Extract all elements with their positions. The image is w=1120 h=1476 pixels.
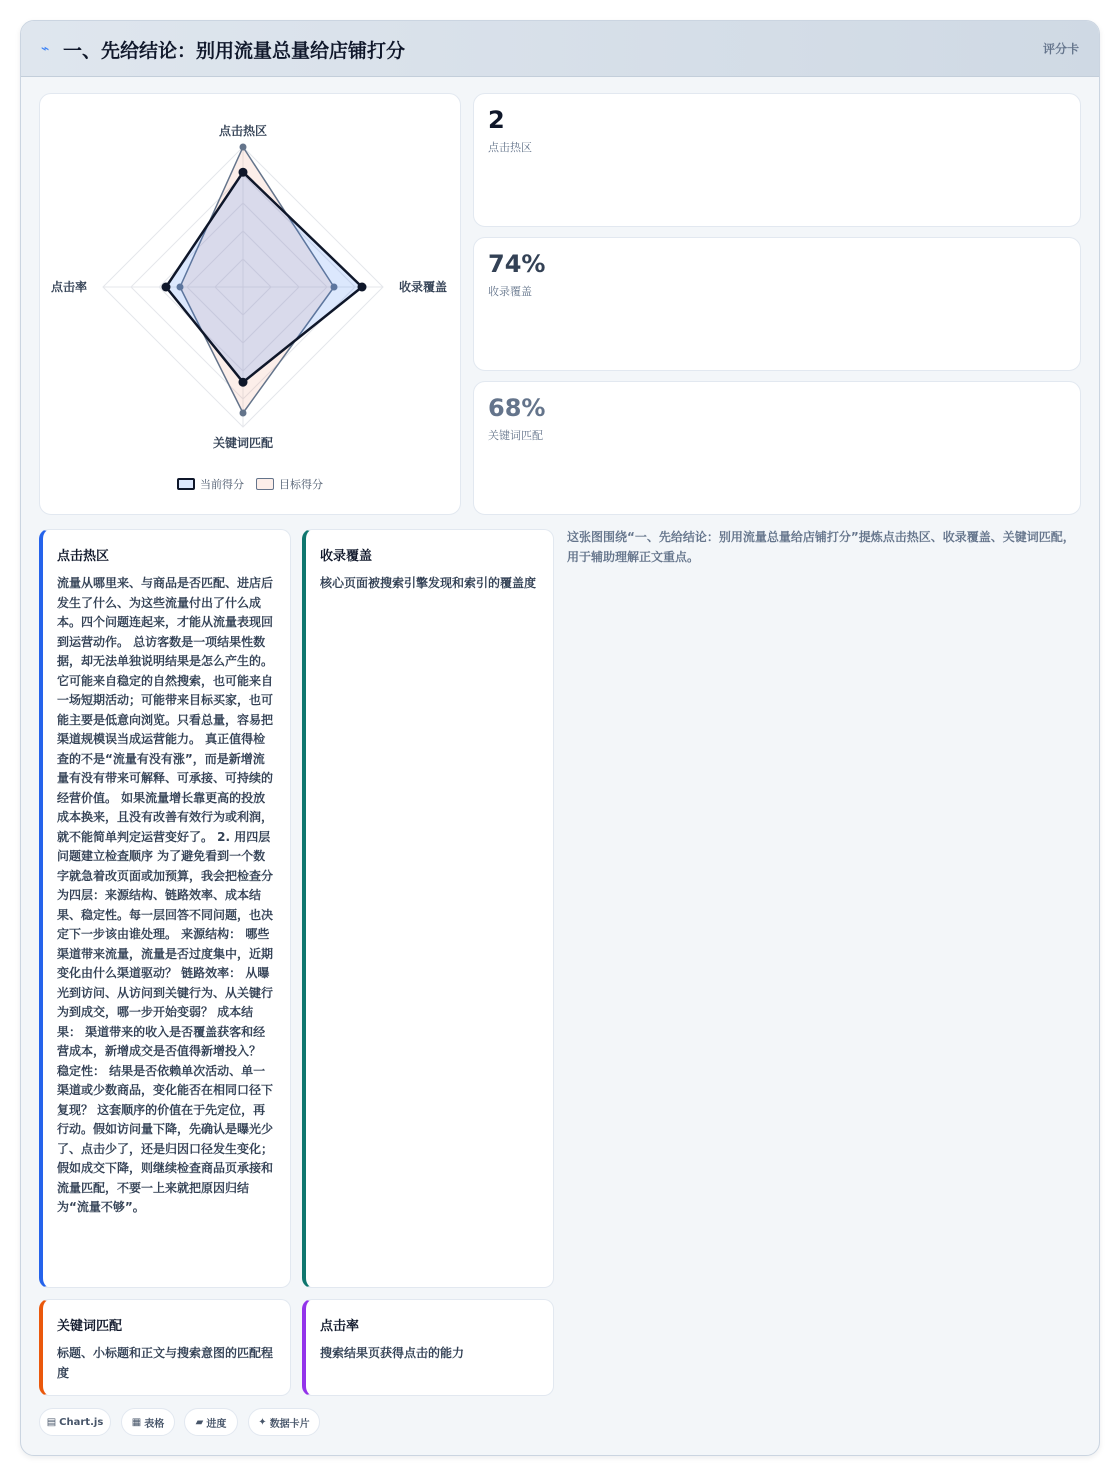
radar-category-label: 收录覆盖: [399, 280, 448, 294]
legend-item-target[interactable]: [256, 476, 323, 492]
card-title: 关键词匹配: [57, 1319, 123, 1334]
chip-progress[interactable]: [184, 1408, 238, 1436]
stat-card: [473, 93, 1081, 227]
stat-value: 2: [488, 106, 505, 134]
radar-point: [239, 168, 248, 177]
card-click-hotspot: [39, 529, 291, 1288]
legend-swatch-target: [256, 478, 274, 490]
card-body: 标题、小标题和正文与搜索意图的匹配程度: [57, 1346, 274, 1380]
progress-icon: ▰: [195, 1416, 204, 1428]
legend-item-current[interactable]: [177, 476, 244, 492]
scorecard-tag: 评分卡: [1042, 42, 1079, 56]
card-title: 点击率: [320, 1319, 360, 1334]
card-title: 点击热区: [57, 549, 110, 564]
stat-card: [473, 381, 1081, 515]
chip-table[interactable]: [121, 1408, 175, 1436]
stat-value: 68%: [488, 394, 546, 422]
radar-category-label: 关键词匹配: [212, 436, 274, 450]
card-ctr: [302, 1299, 554, 1396]
stat-label: 收录覆盖: [488, 285, 532, 298]
card-index-coverage: [302, 529, 554, 1288]
header: [21, 21, 1099, 77]
sparkle-icon: ✦: [258, 1416, 267, 1428]
radar-chart: [40, 94, 460, 474]
radar-category-label: 点击热区: [218, 124, 268, 138]
radar-point: [240, 410, 247, 417]
legend-swatch-current: [177, 478, 195, 490]
stat-label: 点击热区: [488, 141, 532, 154]
scorecard-panel: [20, 20, 1100, 1456]
chip-chartjs[interactable]: [39, 1408, 111, 1436]
chip-data-card[interactable]: [248, 1408, 320, 1436]
chip-label: 进度: [206, 1418, 227, 1430]
radar-point: [358, 283, 367, 292]
legend-label-current: 当前得分: [200, 478, 244, 491]
chart-icon: ▤: [46, 1416, 57, 1428]
chip-label: 数据卡片: [269, 1418, 310, 1430]
chart-legend: [40, 476, 460, 492]
page-title: 一、先给结论：别用流量总量给店铺打分: [63, 40, 406, 62]
radar-chart-card: [39, 93, 461, 515]
radar-point: [240, 144, 247, 151]
stat-label: 关键词匹配: [488, 429, 543, 442]
bolt-icon: ⌁: [41, 41, 50, 57]
stat-value: 74%: [488, 250, 546, 278]
chart-note: 这张图围绕“一、先给结论：别用流量总量给店铺打分”提炼点击热区、收录覆盖、关键词匹配，用于辅助理解正文重点。: [567, 530, 1075, 564]
radar-point: [162, 283, 171, 292]
card-body: 流量从哪里来、与商品是否匹配、进店后发生了什么、为这些流量付出了什么成本。四个问题连起来，才能从流量表现回到运营动作。 总访客数是一项结果性数据，却无法单独说明结果是怎么产生的。它可能来自稳定的自然搜索，也可能来自一场短期活动；可能带来目标买家，也可能主要是低意向浏览。只看总量，容易把渠道规模误当成运营能力。 真正值得检查的不是“流量有没有涨”，而是新增流量有没有带来可解释、可承接、可持续的经营价值。 如果流量增长靠更高的投放成本换来，且没有改善有效行为或利润，就不能简单判定运营变好了。 2. 用四层问题建立检查顺序 为了避免看到一个数字就急着改页面或加预算，我会把检查分为四层：来源结构、链路效率、成本结果、稳定性。每一层回答不同问题，也决定下一步该由谁处理。 来源结构： 哪些渠道带来流量，流量是否过度集中，近期变化由什么渠道驱动？ 链路效率： 从曝光到访问、从访问到关键行为、从关键行为到成交，哪一步开始变弱？ 成本结果： 渠道带来的收入是否覆盖获客和经营成本，新增成交是否值得新增投入？ 稳定性： 结果是否依赖单次活动、单一渠道或少数商品，变化能否在相同口径下复现？ 这套顺序的价值在于先定位，再行动。假如访问量下降，先确认是曝光少了、点击少了，还是归因口径发生变化；假如成交下降，则继续检查商品页承接和流量匹配，不要一上来就把原因归结为“流量不够”。: [57, 576, 274, 1214]
card-body: 核心页面被搜索引擎发现和索引的覆盖度: [320, 576, 537, 590]
radar-category-label: 点击率: [50, 280, 87, 294]
card-body: 搜索结果页获得点击的能力: [320, 1346, 465, 1360]
chip-label: Chart.js: [59, 1416, 104, 1428]
radar-point: [239, 378, 248, 387]
card-keyword-match: [39, 1299, 291, 1396]
card-title: 收录覆盖: [320, 549, 373, 564]
stat-card: [473, 237, 1081, 371]
legend-label-target: 目标得分: [279, 478, 323, 491]
table-icon: ▦: [131, 1416, 142, 1428]
chip-label: 表格: [144, 1418, 165, 1430]
